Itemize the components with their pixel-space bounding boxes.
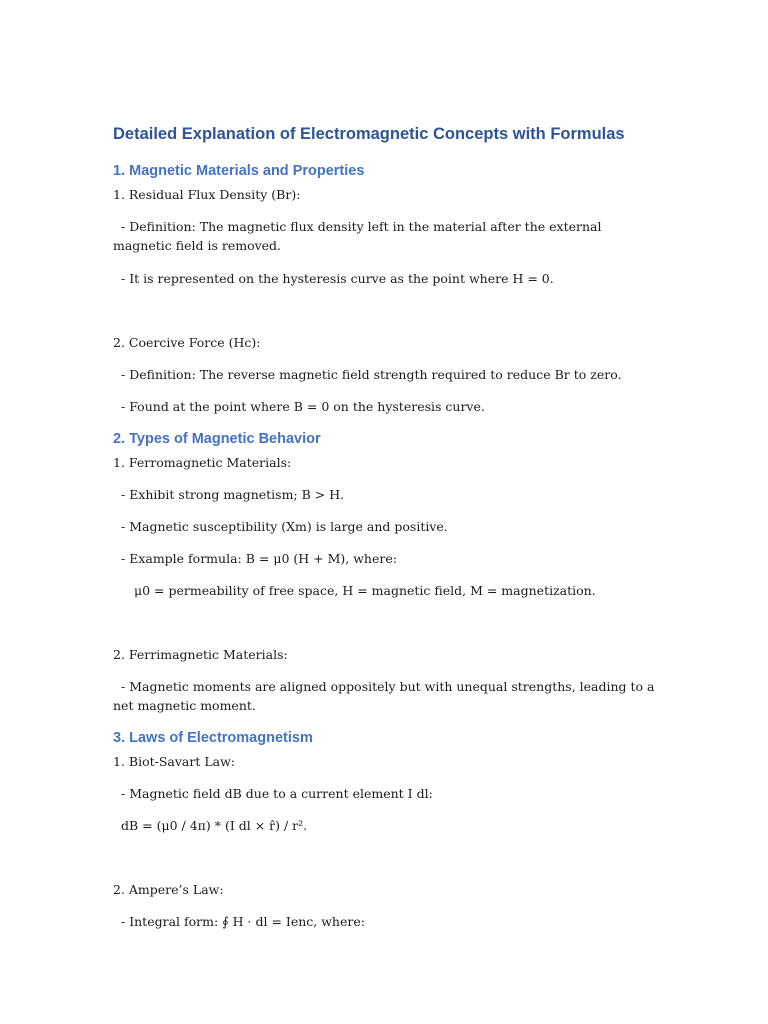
document-title: Detailed Explanation of Electromagnetic Concepts with Formulas [113,125,625,143]
hysteresis-note-br: - It is represented on the hysteresis curve as the point where H = 0. [121,271,554,286]
section-heading-3: 3. Laws of Electromagnetism [113,730,313,746]
hysteresis-note-hc: - Found at the point where B = 0 on the hysteresis curve. [121,399,485,414]
biot-savart-description: - Magnetic field dB due to a current element I dl: [121,786,433,801]
ferri-moments: - Magnetic moments are aligned oppositely but with unequal strengths, leading to a net magnetic moment. [113,679,655,713]
ferro-example-formula: - Example formula: B = μ0 (H + M), where: [121,551,397,566]
definition-br: - Definition: The magnetic flux density left in the material after the external magnetic field is removed. [113,219,602,253]
ampere-integral-form: - Integral form: ∮ H · dl = Ienc, where: [121,914,365,929]
item-residual-flux-density: 1. Residual Flux Density (Br): [113,187,301,202]
ferro-formula-terms: μ0 = permeability of free space, H = magnetic field, M = magnetization. [134,583,596,598]
item-ferrimagnetic: 2. Ferrimagnetic Materials: [113,647,288,662]
section-heading-1: 1. Magnetic Materials and Properties [113,163,365,179]
ferro-susceptibility: - Magnetic susceptibility (Xm) is large and positive. [121,519,448,534]
definition-hc: - Definition: The reverse magnetic field strength required to reduce Br to zero. [121,367,622,382]
item-ferromagnetic: 1. Ferromagnetic Materials: [113,455,292,470]
item-amperes-law: 2. Ampere’s Law: [113,882,224,897]
ferro-strong-magnetism: - Exhibit strong magnetism; B > H. [121,487,345,502]
section-heading-2: 2. Types of Magnetic Behavior [113,431,321,447]
item-coercive-force: 2. Coercive Force (Hc): [113,335,261,350]
item-biot-savart: 1. Biot-Savart Law: [113,754,236,769]
biot-savart-formula: dB = (μ0 / 4π) * (I dl × r̂) / r². [121,818,308,833]
